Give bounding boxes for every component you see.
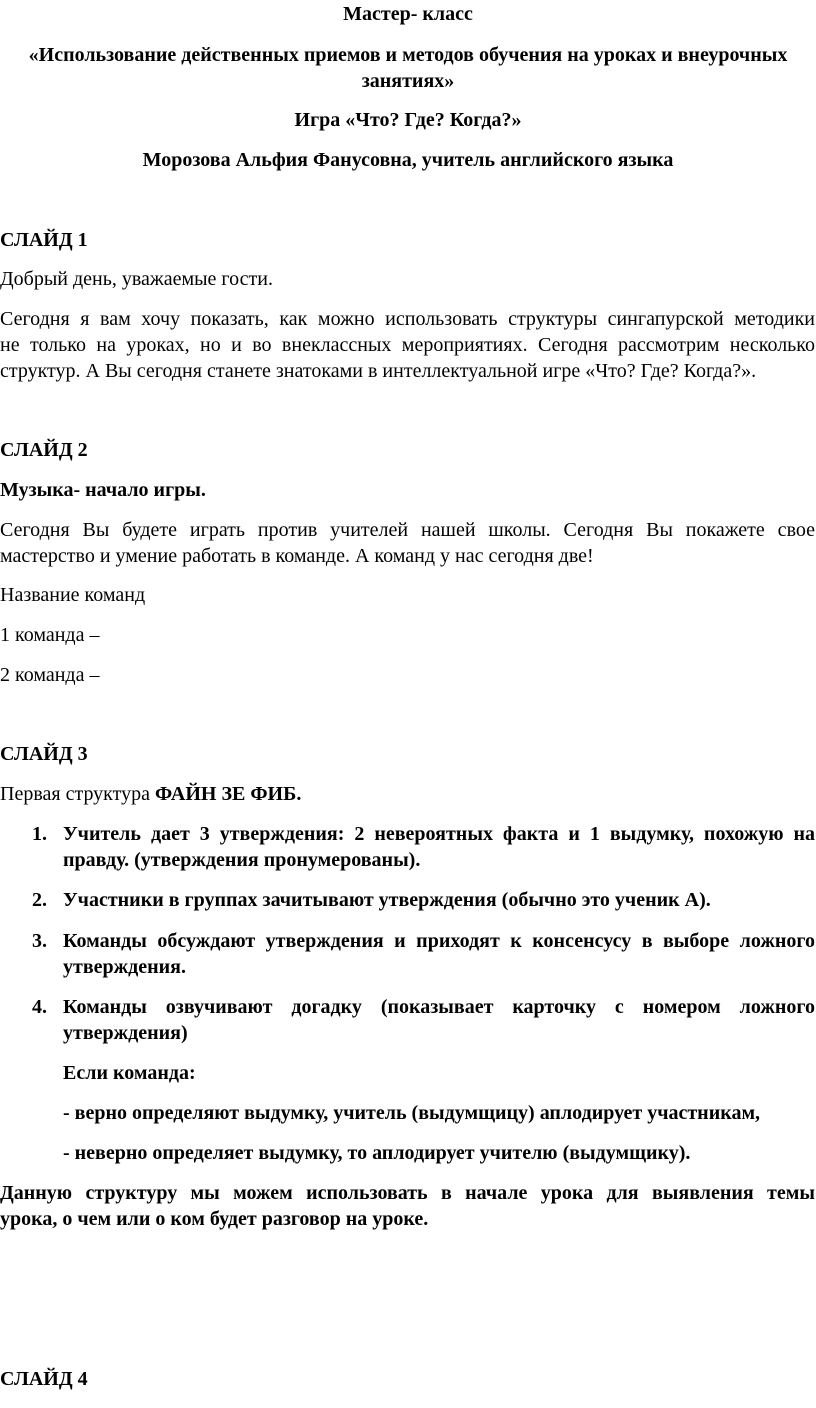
structure-line: [0, 781, 816, 807]
structure-prefix: Первая структура: [0, 783, 155, 805]
slide-3-heading: СЛАЙД 3: [0, 743, 88, 765]
slide-1-greeting: Добрый день, уважаемые гости.: [0, 268, 273, 290]
author-line: Морозова Альфия Фанусовна, учитель английского языка: [142, 149, 674, 171]
summary-line-1: Данную структуру мы можем использовать в начале урока для выявления темы: [0, 1182, 815, 1204]
list-item-1-number: 1.: [32, 823, 47, 845]
list-item-2-line-1: Участники в группах зачитывают утверждения (обычно это ученик А).: [63, 889, 711, 911]
list-item-4-line-2: утверждения): [63, 1022, 188, 1044]
slide-1-paragraph-line-1: Сегодня я вам хочу показать, как можно использовать структуры сингапурской методики: [0, 308, 815, 330]
teams-label: Название команд: [0, 584, 146, 606]
team-1: 1 команда –: [0, 624, 100, 646]
case-right: - верно определяют выдумку, учитель (выдумщицу) аплодирует участникам,: [63, 1102, 761, 1124]
if-team-label: Если команда:: [63, 1062, 196, 1084]
list-item-4-line-1: Команды озвучивают догадку (показывает карточку с номером ложного: [63, 996, 815, 1018]
team-2: 2 команда –: [0, 664, 100, 686]
slide-2-music: Музыка- начало игры.: [0, 479, 206, 501]
subtitle-line-2: занятиях»: [361, 70, 455, 92]
list-item-4-number: 4.: [32, 996, 47, 1018]
slide-1-paragraph-line-2: не только на уроках, но и во внеклассных мероприятиях. Сегодня рассмотрим несколько: [0, 334, 815, 356]
slide-4-heading: СЛАЙД 4: [0, 1368, 88, 1390]
slide-2-paragraph-line-2: мастерство и умение работать в команде. А команд у нас сегодня две!: [0, 545, 594, 567]
slide-2-heading: СЛАЙД 2: [0, 439, 88, 461]
list-item-3-line-1: Команды обсуждают утверждения и приходят к консенсусу в выборе ложного: [63, 930, 815, 952]
list-item-3-number: 3.: [32, 930, 47, 952]
summary-line-2: урока, о чем или о ком будет разговор на уроке.: [0, 1208, 429, 1230]
subtitle-line-1: «Использование действенных приемов и методов обучения на уроках и внеурочных: [28, 44, 788, 66]
game-title: Игра «Что? Где? Когда?»: [294, 109, 522, 131]
list-item-3-line-2: утверждения.: [63, 956, 186, 978]
slide-1-paragraph-line-3: структур. А Вы сегодня станете знатоками в интеллектуальной игре «Что? Где? Когда?».: [0, 360, 757, 382]
list-item-1-line-1: Учитель дает 3 утверждения: 2 невероятных факта и 1 выдумку, похожую на: [63, 823, 815, 845]
slide-2-paragraph-line-1: Сегодня Вы будете играть против учителей нашей школы. Сегодня Вы покажете свое: [0, 519, 815, 541]
slide-1-heading: СЛАЙД 1: [0, 229, 88, 251]
list-item-2-number: 2.: [32, 889, 47, 911]
case-wrong: - неверно определяет выдумку, то аплодирует учителю (выдумщику).: [63, 1142, 691, 1164]
list-item-1-line-2: правду. (утверждения пронумерованы).: [63, 849, 421, 871]
structure-name: ФАЙН ЗЕ ФИБ.: [154, 783, 302, 805]
document-title: Мастер- класс: [343, 3, 473, 25]
